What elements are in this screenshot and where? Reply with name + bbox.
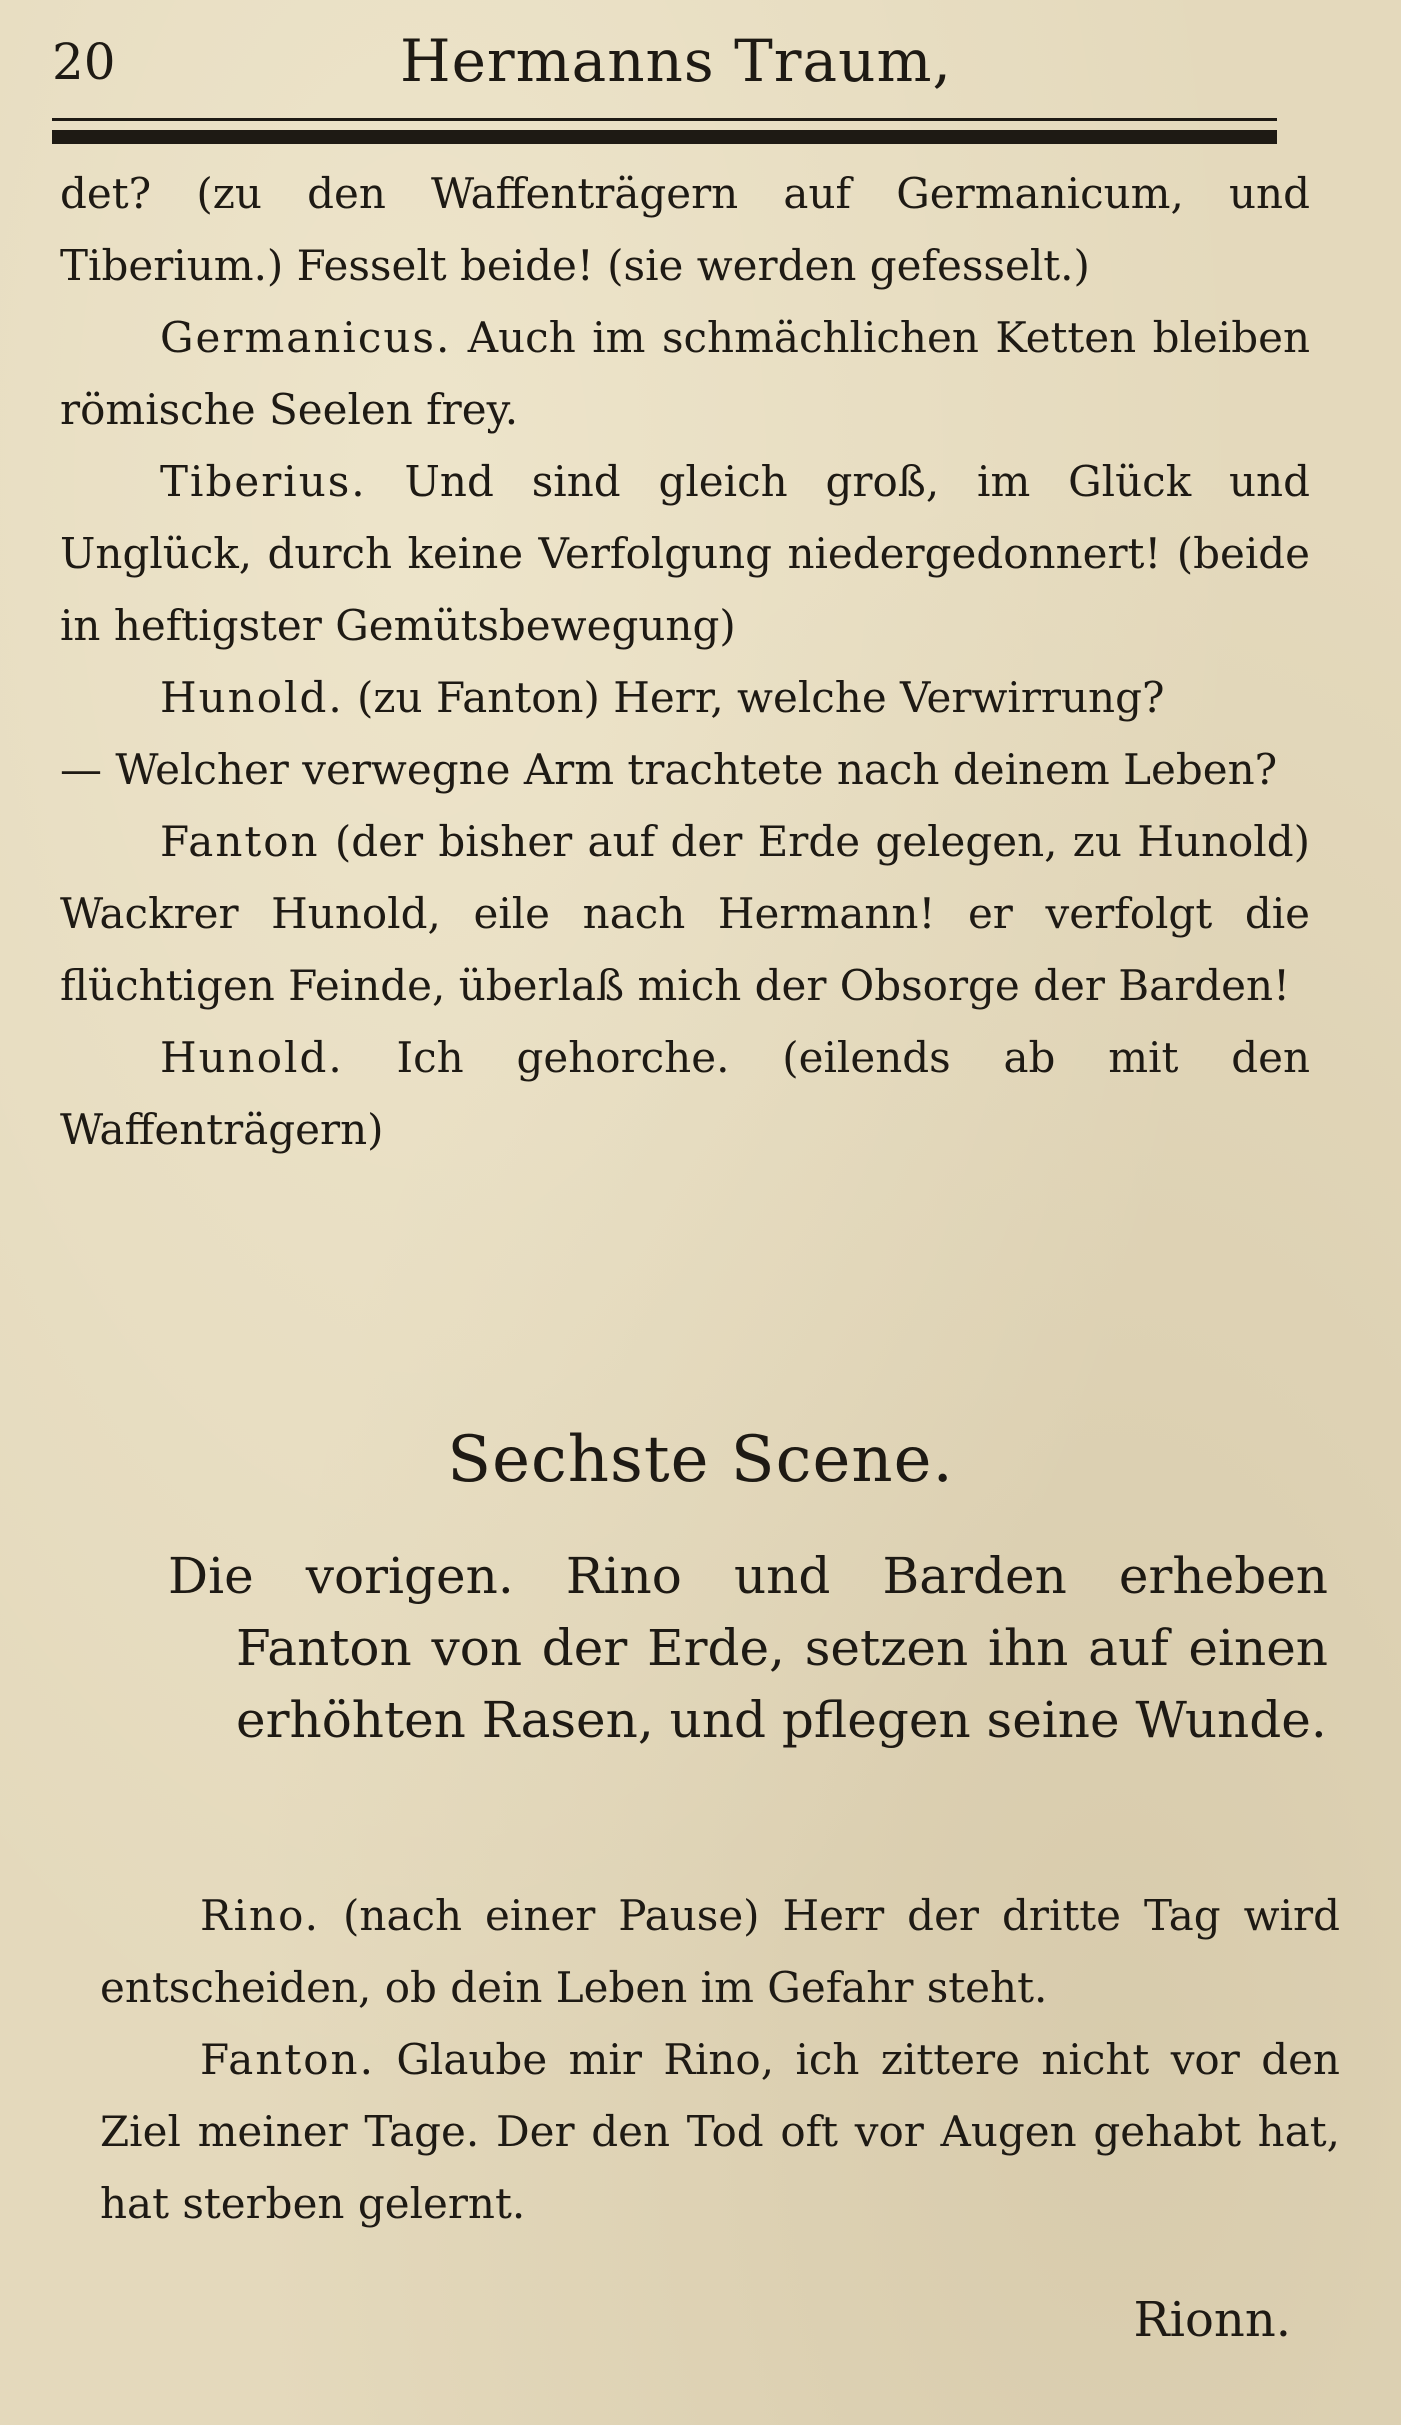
speech-fanton: [60, 806, 1310, 1022]
speech-tiberius: [60, 446, 1310, 662]
speech-hunold-2: [60, 1022, 1310, 1166]
dialogue-block-1: [60, 158, 1310, 1166]
stage-direction: Die vorigen. Rino und Barden erheben Fanton von der Erde, setzen ihn auf einen erhöhten Rasen, und pflegen seine Wunde.: [168, 1547, 1328, 1749]
speaker-name: Rino.: [200, 1891, 321, 1940]
speaker-name: Hunold.: [160, 673, 344, 722]
dialogue-block-2: [100, 1880, 1340, 2240]
header-rule-thin: [52, 118, 1277, 121]
scene-title: Sechste Scene.: [447, 1423, 954, 1497]
speech-rino: [100, 1880, 1340, 2024]
running-head: Hermanns Traum,: [400, 27, 952, 95]
speech-text: (zu Fanton) Herr, welche Verwirrung?: [357, 673, 1165, 722]
speech-text: Ich gehorche. (eilends ab mit den Waffenträgern): [60, 1033, 1310, 1154]
speech-text: Auch im schmächlichen Ketten bleiben römische Seelen frey.: [60, 313, 1310, 434]
paragraph-text: det? (zu den Waffenträgern auf Germanicum, und Tiberium.) Fesselt beide! (sie werden gefesselt.): [60, 169, 1310, 290]
speech-hunold-continued: [60, 734, 1310, 806]
paragraph-continuation: [60, 158, 1310, 302]
speaker-name: Germanicus.: [160, 313, 452, 362]
speech-hunold: [60, 662, 1310, 734]
speech-text: (nach einer Pause) Herr der dritte Tag wird entscheiden, ob dein Leben im Gefahr steht.: [100, 1891, 1340, 2012]
speech-text: Und sind gleich groß, im Glück und Unglück, durch keine Verfolgung niedergedonnert! (beide in heftigster Gemütsbewegung): [60, 457, 1310, 650]
speaker-name: Tiberius.: [160, 457, 367, 506]
speech-text: Glaube mir Rino, ich zittere nicht vor den Ziel meiner Tage. Der den Tod oft vor Augen gehabt hat, hat sterben gelernt.: [100, 2035, 1340, 2228]
header-rule-thick: [52, 130, 1277, 144]
speaker-name: Fanton: [160, 817, 320, 866]
speech-text: — Welcher verwegne Arm trachtete nach deinem Leben?: [60, 745, 1278, 794]
speech-germanicus: [60, 302, 1310, 446]
speaker-name: Hunold.: [160, 1033, 344, 1082]
catchword: Rionn.: [1133, 2292, 1291, 2348]
speaker-name: Fanton.: [200, 2035, 375, 2084]
speech-text: (der bisher auf der Erde gelegen, zu Hunold) Wackrer Hunold, eile nach Hermann! er verfolgt die flüchtigen Feinde, überlaß mich der Obsorge der Barden!: [60, 817, 1310, 1010]
speech-fanton-2: [100, 2024, 1340, 2240]
page-number: 20: [52, 33, 116, 91]
